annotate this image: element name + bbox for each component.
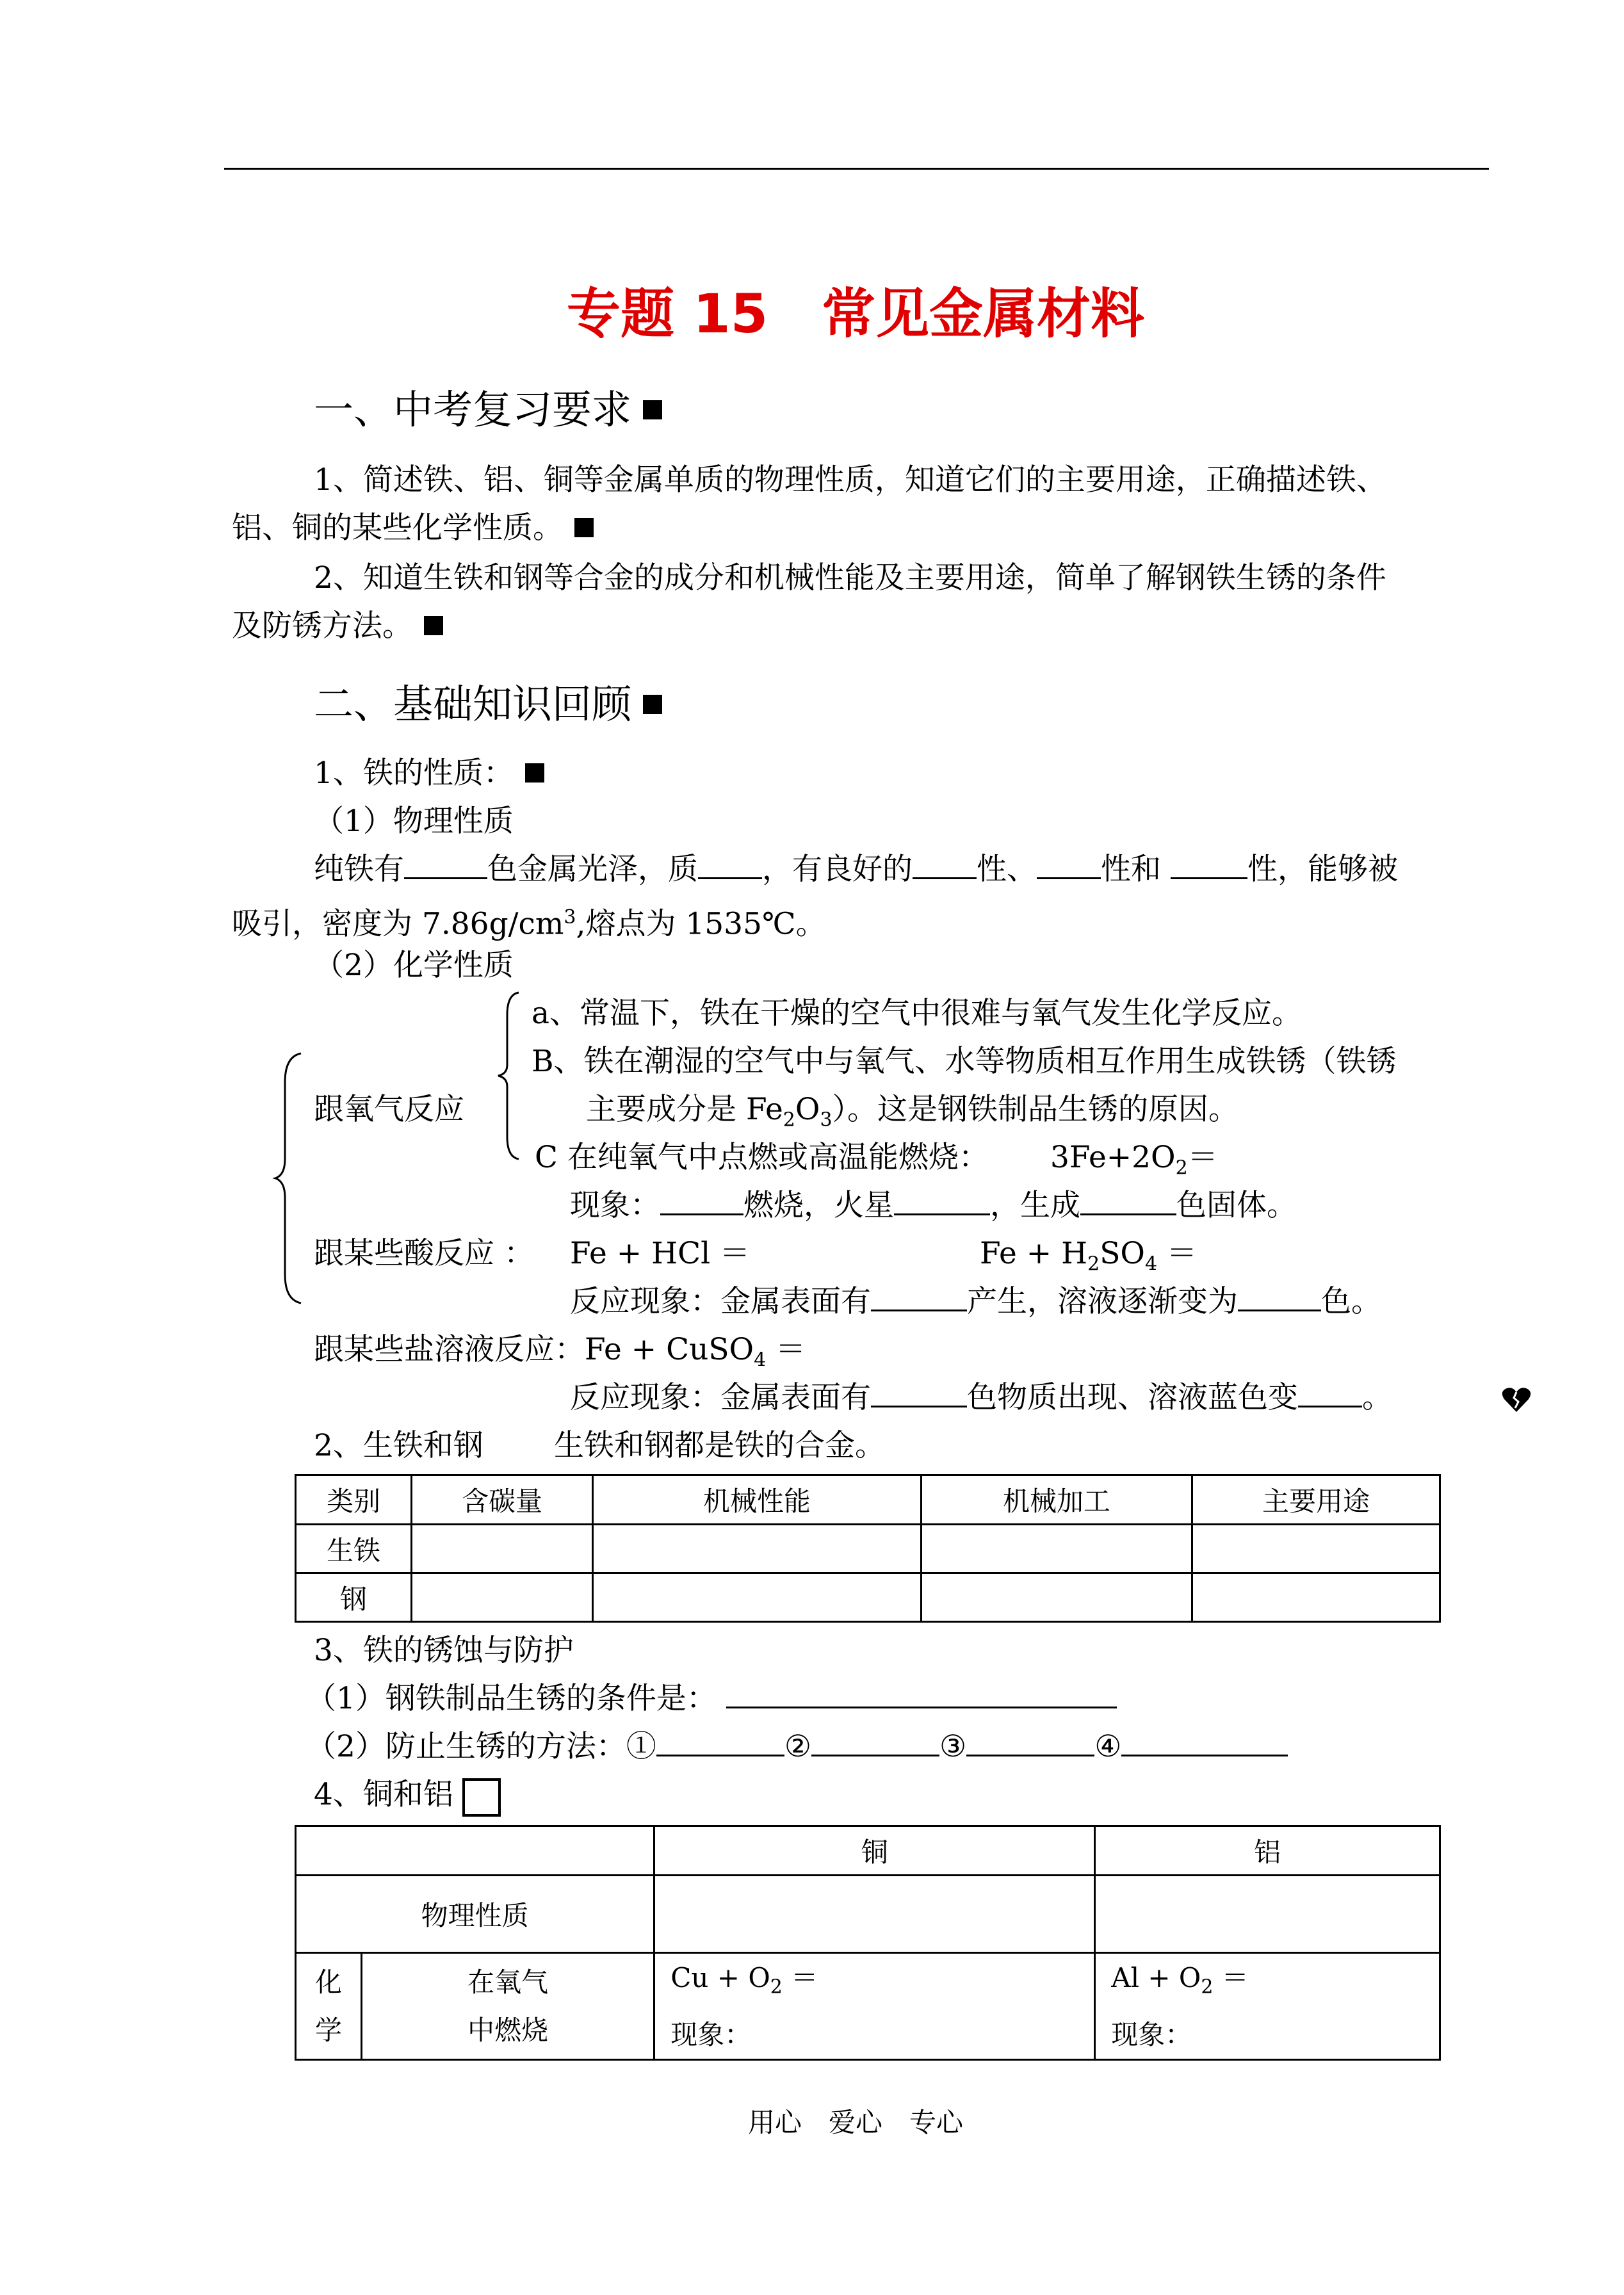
cu-al-heading: 4、铜和铝	[314, 1777, 453, 1812]
physical-props-line1: 纯铁有 色金属光泽，质 ，有良好的 性、 性和 性，能够被	[314, 852, 1398, 887]
blank-gas[interactable]	[871, 1284, 967, 1311]
salt-phenomenon: 反应现象：金属表面有 色物质出现、溶液蓝色变 。	[570, 1380, 1392, 1415]
chemical-props-heading: （2）化学性质	[314, 948, 514, 983]
table-row	[296, 1876, 1440, 1953]
table-cell[interactable]	[1095, 1876, 1440, 1953]
row-label-pig-iron: 生铁	[296, 1525, 412, 1573]
row-label-chemical: 化 学	[296, 1953, 362, 2060]
alloy-note: 生铁和钢都是铁的合金。	[554, 1428, 885, 1463]
page-footer: 用心 爱心 专心	[748, 2107, 964, 2138]
table-cell[interactable]	[922, 1573, 1192, 1622]
table-row	[296, 1953, 1440, 2060]
oxygen-reaction-equation: $3Fe+2O_2=$	[1050, 1140, 1218, 1180]
blank-hardness[interactable]	[698, 852, 762, 879]
table-cell[interactable]	[593, 1573, 922, 1622]
section-heading-2: 二、基础知识回顾	[314, 679, 662, 730]
table-cell[interactable]	[654, 1876, 1095, 1953]
oxygen-reaction-c: C 在纯氧气中点燃或高温能燃烧：	[535, 1140, 989, 1175]
broken-heart-icon	[1502, 1386, 1531, 1413]
iron-props-heading: 1、铁的性质：	[314, 754, 544, 793]
row-label-physical: 物理性质	[296, 1876, 654, 1953]
header-rule	[224, 168, 1489, 170]
cu-al-table	[295, 1825, 1441, 2061]
table-header: 机械加工	[922, 1475, 1192, 1525]
row-label-burn: 在氧气 中燃烧	[362, 1953, 654, 2060]
req-item-2-line2: 及防锈方法。	[232, 607, 443, 645]
blank-solution-color[interactable]	[1238, 1284, 1321, 1311]
table-row	[296, 1525, 1440, 1573]
salt-reaction-label: 跟某些盐溶液反应：Fe + CuSO$_4$ ＝	[314, 1332, 806, 1372]
physical-props-heading: （1）物理性质	[314, 804, 514, 839]
blank-method-2[interactable]	[811, 1729, 939, 1756]
alloy-heading: 2、生铁和钢	[314, 1428, 483, 1463]
table-header: 含碳量	[412, 1475, 593, 1525]
oxygen-reaction-b2: 主要成分是 $Fe_2O_3$）。这是钢铁制品生锈的原因。	[586, 1092, 1239, 1131]
table-header-empty	[296, 1826, 654, 1876]
table-cell[interactable]	[1192, 1525, 1440, 1573]
blank-blue-change[interactable]	[1298, 1380, 1362, 1407]
square-marker-icon	[643, 400, 662, 419]
blank-solid-color[interactable]	[1080, 1188, 1176, 1215]
blank-color[interactable]	[404, 852, 487, 879]
table-header: 类别	[296, 1475, 412, 1525]
table-cell-cu-burn[interactable]: $Cu + O_2$ ＝ 现象：	[654, 1953, 1095, 2060]
blank-method-3[interactable]	[966, 1729, 1094, 1756]
req-item-1-line2: 铝、铜的某些化学性质。	[232, 509, 594, 547]
table-header-cu: 铜	[654, 1826, 1095, 1876]
square-marker-icon	[424, 616, 443, 635]
oxygen-reaction-label: 跟氧气反应	[314, 1092, 464, 1127]
table-header: 主要用途	[1192, 1475, 1440, 1525]
acid-phenomenon: 反应现象：金属表面有 产生，溶液逐渐变为 色。	[570, 1284, 1381, 1319]
alloy-table	[295, 1474, 1441, 1623]
inner-brace-icon	[493, 989, 525, 1162]
blank-property-3[interactable]	[1171, 852, 1247, 879]
table-row	[296, 1573, 1440, 1622]
table-cell[interactable]	[593, 1525, 922, 1573]
oxygen-reaction-a: a、常温下，铁在干燥的空气中很难与氧气发生化学反应。	[532, 996, 1303, 1031]
page-title: 专题 15 常见金属材料	[567, 282, 1145, 345]
table-cell[interactable]	[922, 1525, 1192, 1573]
req-item-1-line1: 1、简述铁、铝、铜等金属单质的物理性质，知道它们的主要用途，正确描述铁、	[314, 462, 1386, 498]
square-marker-icon	[525, 763, 544, 783]
blank-rust-condition[interactable]	[726, 1681, 1117, 1708]
acid-equation-2: $Fe + H_2SO_4$ ＝	[980, 1236, 1197, 1276]
table-cell[interactable]	[412, 1573, 593, 1622]
rust-heading: 3、铁的锈蚀与防护	[314, 1633, 574, 1668]
combustion-phenomenon: 现象： 燃烧，火星 ，生成 色固体。	[570, 1188, 1297, 1223]
row-label-steel: 钢	[296, 1573, 412, 1622]
blank-spark[interactable]	[894, 1188, 990, 1215]
table-cell[interactable]	[412, 1525, 593, 1573]
section-heading-1: 一、中考复习要求	[314, 384, 662, 435]
blank-method-4[interactable]	[1121, 1729, 1288, 1756]
acid-reaction-label: 跟某些酸反应 ：	[314, 1236, 534, 1271]
table-cell[interactable]	[1192, 1573, 1440, 1622]
blank-burn[interactable]	[660, 1188, 743, 1215]
oxygen-reaction-b1: B、铁在潮湿的空气中与氧气、水等物质相互作用生成铁锈（铁锈	[532, 1044, 1397, 1079]
empty-box-icon	[462, 1778, 501, 1817]
rust-prevention: （2）防止生锈的方法：① ② ③ ④	[306, 1728, 1288, 1766]
rust-condition: （1）钢铁制品生锈的条件是：	[306, 1680, 1117, 1718]
square-marker-icon	[574, 518, 594, 537]
table-header: 机械性能	[593, 1475, 922, 1525]
acid-equation-1: Fe + HCl ＝	[570, 1236, 751, 1271]
table-cell-al-burn[interactable]: $Al + O_2$ ＝ 现象：	[1095, 1953, 1440, 2060]
table-header-al: 铝	[1095, 1826, 1440, 1876]
blank-method-1[interactable]	[656, 1729, 784, 1756]
req-item-2-line1: 2、知道生铁和钢等合金的成分和机械性能及主要用途，简单了解钢铁生锈的条件	[314, 560, 1386, 596]
physical-props-line2: 吸引，密度为 $7.86g/cm^3$,熔点为 1535℃。	[232, 906, 826, 942]
outer-brace-icon	[272, 1050, 311, 1306]
blank-substance-color[interactable]	[871, 1380, 967, 1407]
blank-property-2[interactable]	[1037, 852, 1101, 879]
blank-property-1[interactable]	[913, 852, 977, 879]
square-marker-icon	[643, 695, 662, 714]
